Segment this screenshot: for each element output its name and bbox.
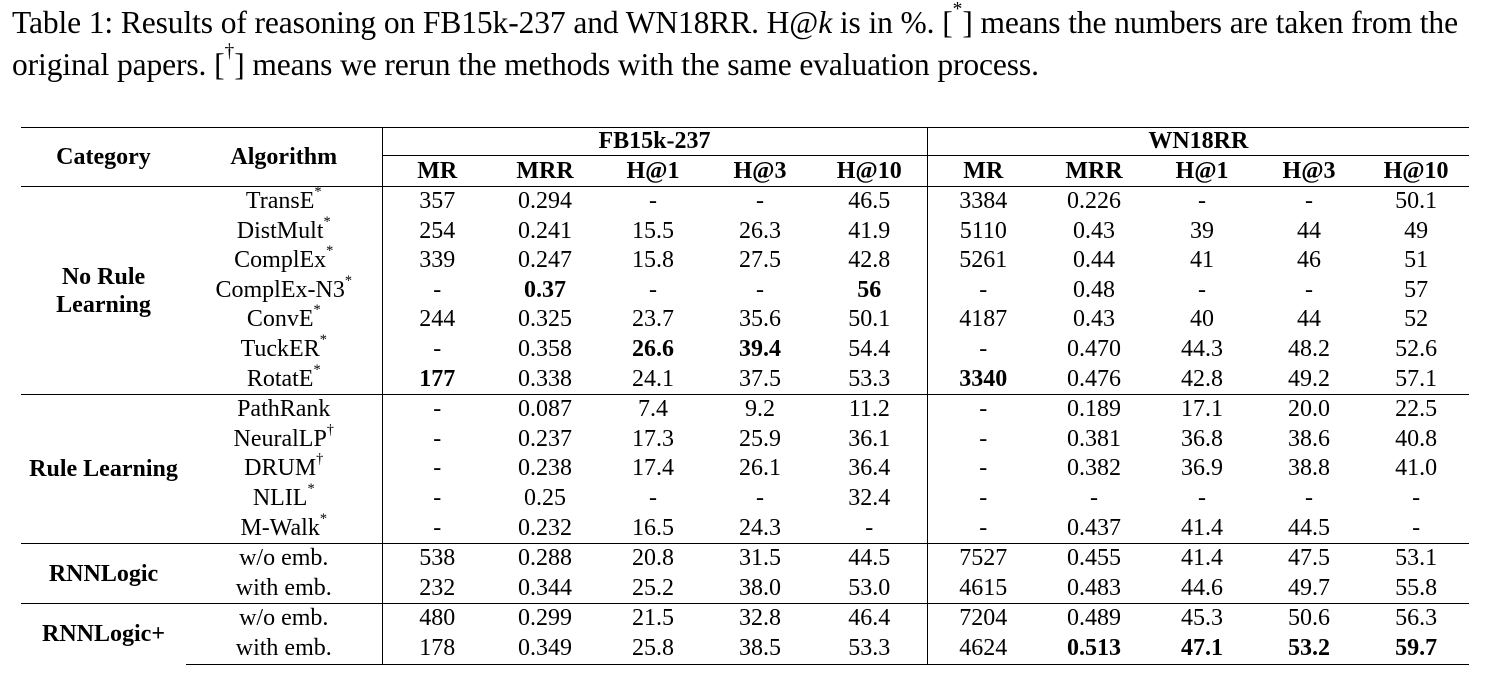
metric-header: H@3 (733, 158, 787, 184)
value-cell: 50.1 (848, 306, 891, 333)
value-cell: 53.1 (1363, 544, 1469, 574)
algorithm-name: ComplEx-N3 (215, 276, 345, 303)
value-cell: - (1090, 484, 1099, 511)
table-header (21, 128, 1469, 187)
table-row (21, 217, 1469, 247)
value-cell: 0.513 (1039, 634, 1149, 664)
value-cell: - (927, 484, 1039, 514)
value-cell: 25.8 (598, 634, 708, 664)
value-cell: - (1305, 276, 1314, 303)
value-cell: 52 (1404, 306, 1429, 333)
value-cell: 53.3 (812, 634, 927, 664)
value-cell: 15.5 (632, 217, 674, 244)
value-cell: 0.247 (518, 247, 572, 274)
metric-header: H@1 (626, 158, 680, 184)
value-cell: 3384 (927, 187, 1039, 217)
table-row (21, 454, 1469, 484)
caption-prefix: Table 1: Results of reasoning on FB15k-237 and WN18RR. H@ (12, 5, 819, 40)
value-cell: 49.7 (1288, 574, 1331, 601)
value-cell: 44 (1297, 217, 1322, 244)
value-cell: - (1305, 484, 1314, 511)
algorithm-cell (186, 331, 382, 365)
value-cell: - (1412, 484, 1421, 511)
value-cell: 0.189 (1039, 395, 1149, 425)
value-cell: 20.8 (598, 544, 708, 574)
value-cell: 27.5 (739, 247, 781, 274)
value-cell: 32.8 (708, 604, 812, 634)
source-mark: * (319, 331, 327, 348)
value-cell: 56.3 (1363, 604, 1469, 634)
value-cell: 44.3 (1181, 335, 1224, 362)
caption-suffix-3: ] means we rerun the methods with the same evaluation process. (234, 47, 1039, 82)
source-mark: * (319, 510, 328, 527)
value-cell: 54.4 (848, 335, 891, 362)
value-cell: 357 (382, 187, 492, 217)
source-mark: * (307, 480, 315, 497)
value-cell: 41.0 (1395, 455, 1438, 482)
value-cell: 0.437 (1067, 514, 1122, 541)
value-cell: 0.294 (492, 187, 598, 217)
value-cell: 44.6 (1181, 574, 1224, 601)
table-row (21, 634, 1469, 664)
value-cell: - (382, 395, 492, 425)
value-cell: - (1149, 187, 1255, 217)
value-cell: 0.489 (1039, 604, 1149, 634)
value-cell: 0.299 (492, 604, 598, 634)
value-cell: 7.4 (598, 395, 708, 425)
value-cell: - (927, 425, 1039, 455)
value-cell: 53.0 (848, 574, 891, 601)
value-cell: - (927, 514, 1039, 544)
algorithm-cell (186, 213, 382, 247)
value-cell: - (927, 395, 1039, 425)
value-cell: 0.325 (518, 306, 572, 333)
value-cell: 44 (1297, 306, 1322, 333)
table-row (21, 305, 1469, 335)
value-cell: 4187 (927, 305, 1039, 335)
value-cell: 0.43 (1073, 306, 1116, 333)
metric-header: MR (927, 156, 1039, 187)
table-row (21, 425, 1469, 455)
table-row (21, 365, 1469, 395)
value-cell: 25.2 (632, 574, 674, 601)
value-cell: 0.087 (492, 395, 598, 425)
value-cell: 36.8 (1181, 425, 1224, 452)
value-cell: - (1255, 187, 1363, 217)
value-cell: 26.6 (632, 335, 674, 362)
caption-suffix-2: ] means the numbers are taken from the original papers. [ (12, 5, 1458, 82)
metric-header: MR (382, 156, 492, 187)
value-cell: 254 (382, 217, 492, 247)
table-row (21, 484, 1469, 514)
value-cell: 46 (1297, 247, 1322, 274)
metric-header: H@10 (1383, 158, 1449, 184)
value-cell: 0.241 (518, 217, 572, 244)
source-mark: * (323, 213, 331, 230)
results-table (21, 127, 1469, 665)
value-cell: 0.44 (1073, 247, 1116, 274)
table-caption (12, 2, 1487, 86)
value-cell: 16.5 (632, 514, 674, 541)
algorithm-name: PathRank (237, 396, 331, 423)
value-cell: 25.9 (739, 425, 781, 452)
algorithm-name: TuckER (240, 335, 320, 362)
value-cell: 0.483 (1067, 574, 1122, 601)
value-cell: 0.238 (518, 455, 572, 482)
value-cell: - (927, 335, 1039, 365)
value-cell: 53.3 (848, 365, 891, 392)
source-mark: * (314, 184, 322, 200)
dataset-header-wn18rr: WN18RR (927, 128, 1469, 156)
value-cell: 53.2 (1255, 634, 1363, 664)
caption-k: k (818, 5, 833, 40)
algorithm-name: M-Walk (240, 514, 320, 541)
value-cell: 39.4 (739, 335, 781, 362)
value-cell: 26.3 (739, 217, 781, 244)
source-mark: * (313, 302, 321, 319)
value-cell: 47.1 (1149, 634, 1255, 664)
value-cell: 0.25 (524, 484, 566, 511)
table-row (21, 276, 1469, 306)
algorithm-cell (186, 510, 382, 544)
value-cell: 4615 (927, 574, 1039, 604)
value-cell: - (865, 514, 874, 541)
category-cell: Rule Learning (21, 395, 186, 544)
value-cell: 0.338 (518, 365, 572, 392)
value-cell: 0.476 (1067, 365, 1122, 392)
value-cell: 24.3 (739, 514, 781, 541)
value-cell: 22.5 (1363, 395, 1469, 425)
value-cell: 56 (857, 276, 882, 303)
algorithm-cell (186, 302, 382, 335)
value-cell: - (756, 484, 764, 511)
value-cell: 0.48 (1073, 276, 1116, 303)
value-cell: 42.8 (1181, 365, 1224, 392)
table-row (21, 246, 1469, 276)
category-cell: RNNLogic (21, 544, 186, 604)
algorithm-cell (186, 243, 382, 276)
category-cell: RNNLogic+ (21, 604, 186, 664)
value-cell: 480 (382, 604, 492, 634)
algorithm-name: w/o emb. (239, 605, 329, 632)
value-cell: 38.0 (739, 574, 781, 601)
value-cell: 38.8 (1288, 455, 1331, 482)
algorithm-name: RotatE (246, 365, 314, 392)
value-cell: 55.8 (1395, 574, 1438, 601)
value-cell: 20.0 (1255, 395, 1363, 425)
table-row (21, 395, 1469, 425)
value-cell: 178 (382, 634, 492, 664)
value-cell: 5261 (927, 246, 1039, 276)
table-row (21, 574, 1469, 604)
value-cell: 244 (382, 305, 492, 335)
algorithm-name: TransE (245, 188, 315, 214)
algorithm-cell (186, 451, 382, 484)
value-cell: 0.226 (1039, 187, 1149, 217)
value-cell: 0.470 (1067, 335, 1122, 362)
algorithm-name: ConvE (246, 306, 314, 333)
value-cell: 0.455 (1039, 544, 1149, 574)
table-row (21, 544, 1469, 574)
value-cell: 0.381 (1067, 425, 1122, 452)
value-cell: 0.344 (518, 574, 572, 601)
dataset-header-fb15k: FB15k-237 (382, 128, 927, 156)
value-cell: 7527 (927, 544, 1039, 574)
value-cell: - (1198, 484, 1207, 511)
algorithm-name: NLIL (252, 484, 308, 511)
algorithm-header: Algorithm (230, 143, 338, 170)
value-cell: 50.6 (1255, 604, 1363, 634)
source-mark: † (316, 451, 324, 468)
value-cell: 35.6 (739, 306, 781, 333)
value-cell: 0.232 (518, 514, 572, 541)
value-cell: - (1198, 276, 1207, 303)
table-row (21, 187, 1469, 217)
value-cell: 24.1 (632, 365, 674, 392)
source-mark: * (313, 361, 321, 378)
value-cell: 45.3 (1149, 604, 1255, 634)
value-cell: 36.1 (848, 425, 891, 452)
value-cell: 9.2 (708, 395, 812, 425)
value-cell: 232 (382, 574, 492, 604)
metric-header: H@10 (836, 158, 902, 184)
algorithm-cell (186, 361, 382, 395)
value-cell: 59.7 (1363, 634, 1469, 664)
value-cell: 52.6 (1395, 335, 1438, 362)
algorithm-name: with emb. (235, 634, 332, 661)
value-cell: 44.5 (812, 544, 927, 574)
value-cell: 0.288 (492, 544, 598, 574)
algorithm-cell (186, 421, 382, 455)
value-cell: 0.358 (518, 335, 572, 362)
value-cell: 38.5 (708, 634, 812, 664)
value-cell: 0.37 (524, 276, 566, 303)
value-cell: 48.2 (1288, 335, 1331, 362)
value-cell: 31.5 (708, 544, 812, 574)
metric-header: H@1 (1175, 158, 1229, 184)
algorithm-cell (186, 272, 382, 306)
value-cell: - (756, 276, 764, 303)
algorithm-cell (186, 544, 382, 574)
category-header: Category (56, 143, 151, 170)
value-cell: 57 (1404, 276, 1429, 303)
algorithm-cell (186, 574, 382, 604)
value-cell: - (382, 335, 492, 365)
value-cell: 15.8 (632, 247, 674, 274)
value-cell: 49 (1404, 217, 1429, 244)
value-cell: 41.4 (1181, 514, 1224, 541)
caption-dagger-mark: † (224, 41, 235, 63)
value-cell: 41 (1190, 247, 1215, 274)
table-body (21, 184, 1469, 665)
metric-header: MRR (1065, 158, 1123, 184)
value-cell: - (382, 454, 492, 484)
value-cell: 46.4 (812, 604, 927, 634)
value-cell: 40 (1190, 306, 1215, 333)
table-row (21, 514, 1469, 544)
category-cell: No Rule Learning (21, 187, 186, 395)
value-cell: 17.1 (1149, 395, 1255, 425)
value-cell: 38.6 (1288, 425, 1331, 452)
value-cell: 3340 (927, 365, 1039, 395)
caption-star-mark: * (952, 0, 963, 21)
algorithm-cell (186, 395, 382, 425)
value-cell: 538 (382, 544, 492, 574)
value-cell: 23.7 (632, 306, 674, 333)
value-cell: 0.237 (518, 425, 572, 452)
value-cell: 17.3 (632, 425, 674, 452)
source-mark: * (326, 243, 334, 260)
value-cell: - (598, 187, 708, 217)
algorithm-cell (186, 480, 382, 514)
value-cell: 339 (382, 246, 492, 276)
value-cell: 39 (1190, 217, 1215, 244)
value-cell: 40.8 (1395, 425, 1438, 452)
value-cell: - (382, 484, 492, 514)
value-cell: 46.5 (812, 187, 927, 217)
algorithm-name: w/o emb. (239, 545, 329, 572)
metric-header: H@3 (1282, 158, 1336, 184)
algorithm-name: DRUM (244, 455, 317, 482)
value-cell: - (649, 484, 657, 511)
algorithm-cell (186, 184, 382, 217)
value-cell: 4624 (927, 634, 1039, 664)
value-cell: 41.9 (848, 217, 891, 244)
value-cell: 32.4 (848, 484, 891, 511)
value-cell: 11.2 (812, 395, 927, 425)
table-row (21, 604, 1469, 634)
value-cell: 49.2 (1288, 365, 1331, 392)
value-cell: 0.349 (492, 634, 598, 664)
caption-suffix-1: is in %. [ (832, 5, 953, 40)
source-mark: † (326, 421, 334, 438)
value-cell: 51 (1404, 247, 1429, 274)
value-cell: 26.1 (739, 455, 781, 482)
value-cell: 5110 (927, 217, 1039, 247)
metric-header: MRR (516, 158, 574, 184)
algorithm-name: DistMult (236, 217, 324, 244)
algorithm-name: ComplEx (234, 247, 327, 274)
value-cell: - (649, 276, 657, 303)
value-cell: 44.5 (1288, 514, 1331, 541)
value-cell: 0.43 (1073, 217, 1116, 244)
algorithm-cell (186, 634, 382, 664)
value-cell: 42.8 (848, 247, 891, 274)
value-cell: 36.4 (848, 455, 891, 482)
value-cell: 17.4 (632, 455, 674, 482)
value-cell: 41.4 (1149, 544, 1255, 574)
value-cell: - (708, 187, 812, 217)
value-cell: 37.5 (739, 365, 781, 392)
value-cell: - (927, 276, 1039, 306)
value-cell: 47.5 (1255, 544, 1363, 574)
value-cell: 57.1 (1395, 365, 1438, 392)
algorithm-cell (186, 604, 382, 634)
value-cell: 21.5 (598, 604, 708, 634)
value-cell: 7204 (927, 604, 1039, 634)
value-cell: - (927, 454, 1039, 484)
value-cell: 0.382 (1067, 455, 1122, 482)
table-row (21, 335, 1469, 365)
value-cell: 50.1 (1363, 187, 1469, 217)
value-cell: - (382, 425, 492, 455)
algorithm-name: NeuralLP (233, 425, 327, 452)
value-cell: 36.9 (1181, 455, 1224, 482)
value-cell: - (1412, 514, 1421, 541)
algorithm-name: with emb. (235, 574, 332, 601)
source-mark: * (344, 272, 353, 289)
value-cell: 177 (382, 365, 492, 395)
value-cell: - (382, 276, 492, 306)
value-cell: - (382, 514, 492, 544)
